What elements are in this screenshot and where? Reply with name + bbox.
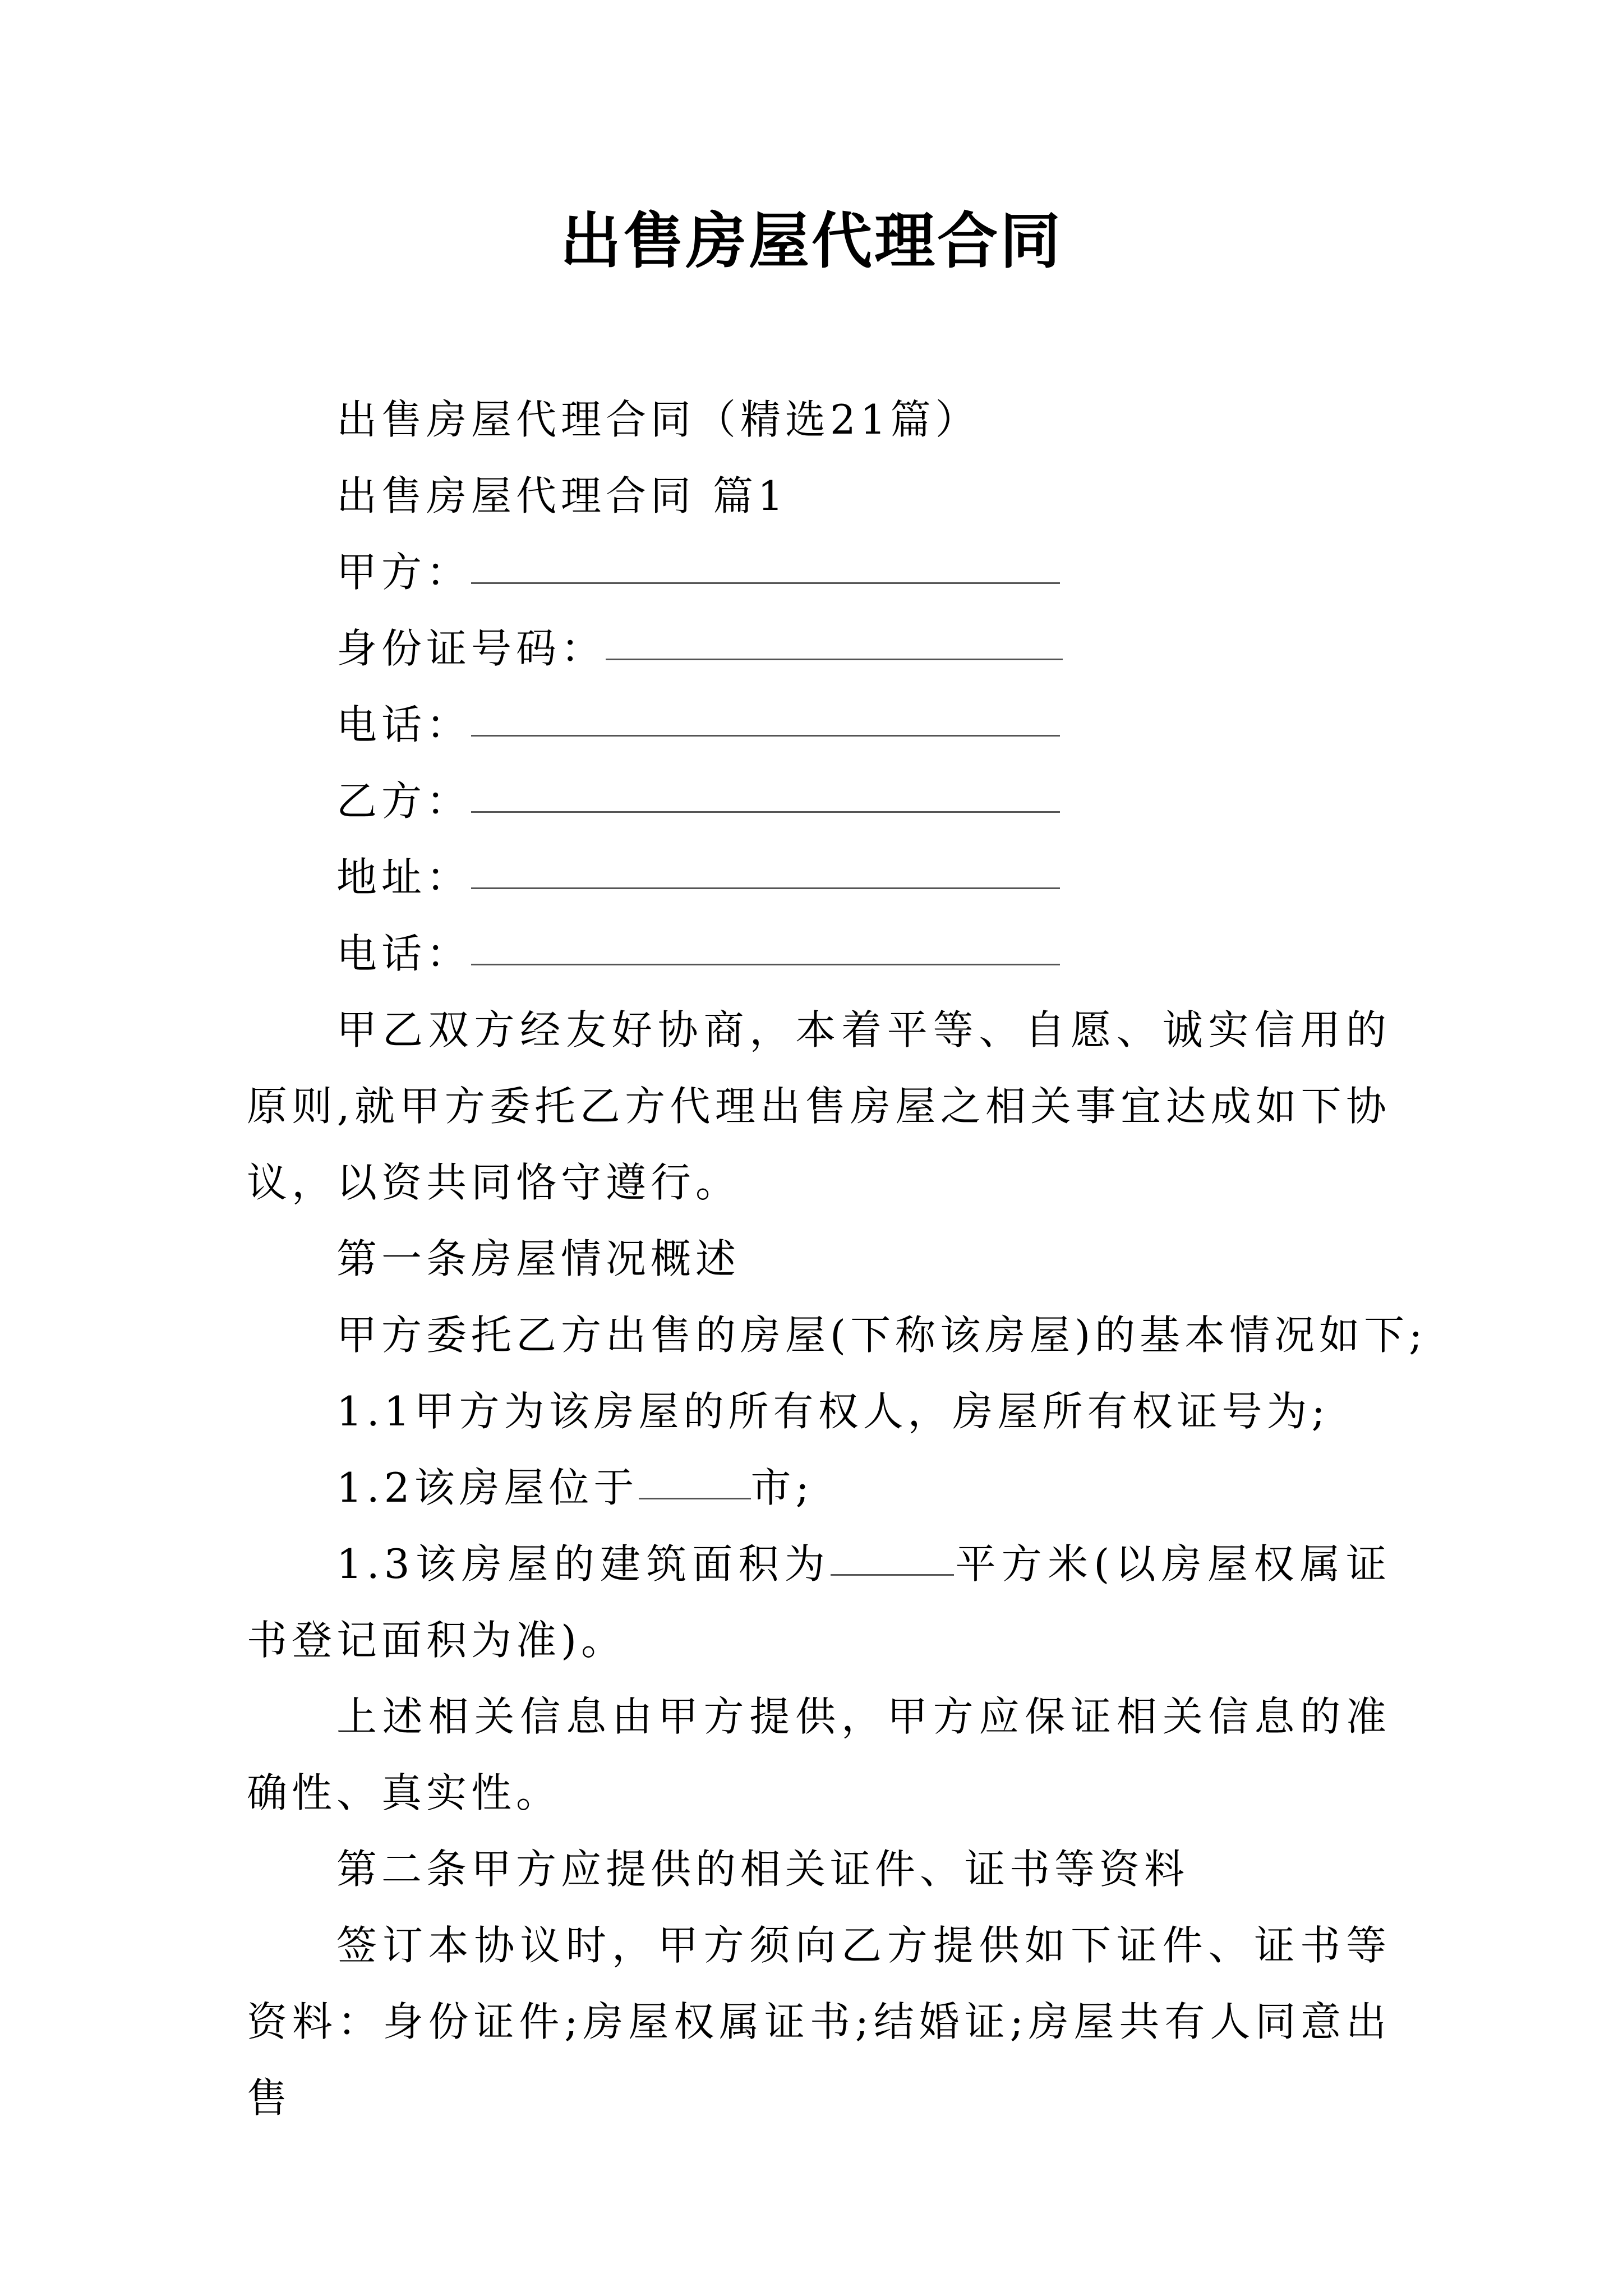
document-body	[247, 381, 1427, 2136]
document-title: 出售房屋代理合同	[560, 206, 1063, 277]
blank-line	[471, 687, 1060, 737]
item-1-3	[247, 1526, 1391, 1678]
blank-line	[606, 610, 1063, 660]
item-text: 平方米(以房屋权属证书登记面积为准)。	[247, 1540, 1391, 1664]
article-1-heading: 第一条房屋情况概述	[336, 1235, 741, 1282]
section-heading: 出售房屋代理合同 篇1	[336, 472, 788, 519]
item-1-2	[247, 1450, 1391, 1526]
field-label: 地址：	[336, 854, 472, 901]
document-subtitle: 出售房屋代理合同（精选21篇）	[336, 396, 980, 443]
address-field	[247, 839, 1391, 915]
field-label: 甲方：	[336, 549, 472, 596]
intro-paragraph: 甲乙双方经友好协商，本着平等、自愿、诚实信用的原则,就甲方委托乙方代理出售房屋之相关事宜达成如下协议，以资共同恪守遵行。	[247, 1006, 1391, 1206]
item-text: 市;	[750, 1464, 814, 1511]
article-1-description: 甲方委托乙方出售的房屋(下称该房屋)的基本情况如下;	[336, 1312, 1427, 1359]
article-2-heading: 第二条甲方应提供的相关证件、证书等资料	[336, 1846, 1189, 1893]
blank-line	[471, 839, 1060, 889]
item-1-1: 1.1甲方为该房屋的所有权人，房屋所有权证号为;	[336, 1388, 1330, 1435]
party-b-field	[247, 763, 1391, 839]
item-text: 1.2该房屋位于	[336, 1464, 639, 1511]
phone-field-a	[247, 687, 1391, 763]
blank-line	[831, 1526, 954, 1576]
field-label: 电话：	[336, 701, 472, 748]
blank-line	[471, 763, 1060, 813]
field-label: 电话：	[336, 930, 472, 977]
blank-line	[639, 1450, 751, 1499]
blank-line	[471, 915, 1060, 965]
blank-line	[471, 534, 1060, 584]
field-label: 乙方：	[336, 777, 472, 825]
article-2-text: 签订本协议时，甲方须向乙方提供如下证件、证书等资料：身份证件;房屋权属证书;结婚证;房屋共有人同意出售	[247, 1922, 1391, 2122]
info-note: 上述相关信息由甲方提供，甲方应保证相关信息的准确性、真实性。	[247, 1693, 1391, 1816]
id-number-field	[247, 610, 1391, 687]
phone-field-b	[247, 915, 1391, 992]
party-a-field	[247, 534, 1391, 610]
item-text: 1.3该房屋的建筑面积为	[336, 1540, 831, 1588]
field-label: 身份证号码：	[336, 625, 606, 672]
